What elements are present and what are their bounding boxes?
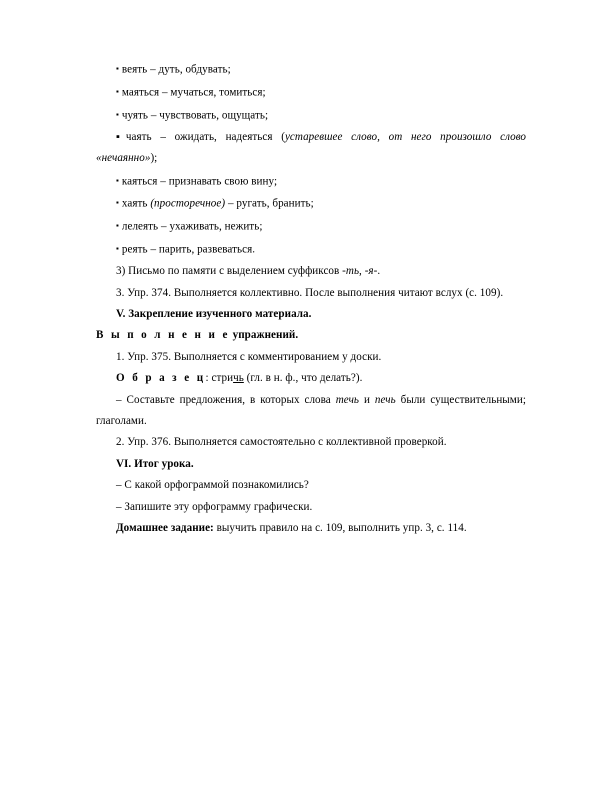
glossary-note-close: ); xyxy=(150,152,158,165)
subheading-rest: упражнений. xyxy=(229,329,299,342)
glossary-item xyxy=(96,81,526,104)
glossary-definition: ожидать, надеяться xyxy=(174,130,273,143)
task-memory-writing xyxy=(96,261,526,282)
exercise-375: 1. Упр. 375. Выполняется с комментированием у доски. xyxy=(116,350,382,363)
glossary-definition: парить, развеваться. xyxy=(158,243,256,256)
section-heading-v: V. Закрепление изученного материала. xyxy=(116,307,312,320)
glossary-definition: признавать свою вину; xyxy=(168,175,278,188)
glossary-dash: – xyxy=(161,220,167,233)
glossary-dash: – xyxy=(161,86,168,99)
compose-conjunction: и xyxy=(359,393,375,406)
glossary-item xyxy=(96,58,526,81)
compose-word-two: печь xyxy=(374,393,396,406)
glossary-item xyxy=(96,238,526,261)
homework-line xyxy=(96,518,526,539)
glossary-word: чуять xyxy=(121,109,149,122)
glossary-item xyxy=(96,192,526,215)
task-memory-prefix: 3) Письмо по памяти с выделением суффиксов xyxy=(116,265,343,278)
sample-word-underlined: чь xyxy=(233,372,244,385)
glossary-word: лелеять xyxy=(121,220,159,233)
homework-text: выучить правило на с. 109, выполнить упр. 3, с. 114. xyxy=(213,522,467,535)
glossary-word: реять xyxy=(121,243,148,256)
glossary-note-open: ( xyxy=(281,130,285,143)
sample-parenthetical: (гл. в н. ф., что делать?). xyxy=(243,372,363,385)
bullet-icon: ▪ xyxy=(116,244,119,254)
glossary-definition: ухаживать, нежить; xyxy=(169,220,263,233)
compose-text-after: были существительными; глаголами. xyxy=(96,393,526,427)
bullet-icon: ▪ xyxy=(116,86,119,96)
glossary-dash: – xyxy=(150,243,157,256)
glossary-word: веять xyxy=(121,63,148,76)
glossary-definition: мучаться, томиться; xyxy=(170,86,266,99)
sample-line xyxy=(96,368,526,389)
glossary-note: устаревшее слово, от него произошло слово «нечаянно» xyxy=(96,130,527,165)
sample-colon: : xyxy=(205,372,212,385)
glossary-definition: дуть, обдувать; xyxy=(158,63,231,76)
glossary-dash: – xyxy=(160,130,166,143)
bullet-icon: ▪ xyxy=(116,64,119,73)
section-heading-vi: VI. Итог урока. xyxy=(116,457,194,470)
glossary-word: чаять xyxy=(125,130,152,143)
task-memory-suffixes: -ть, -я- xyxy=(342,265,378,278)
glossary-definition: ругать, бранить; xyxy=(236,197,314,210)
glossary-item xyxy=(96,170,526,193)
bullet-icon: ▪ xyxy=(116,198,119,208)
bullet-icon: ▪ xyxy=(116,175,119,185)
exercise-376: 2. Упр. 376. Выполняется самостоятельно с коллективной проверкой. xyxy=(116,436,447,449)
document-body xyxy=(96,58,526,539)
exercise-374: 3. Упр. 374. Выполняется коллективно. После выполнения читают вслух (с. 109). xyxy=(116,286,504,299)
task-memory-tail: . xyxy=(377,265,381,278)
glossary-word: маяться xyxy=(121,86,160,99)
glossary-dash: – xyxy=(150,109,157,122)
question-write-graphically: – Запишите эту орфограмму графически. xyxy=(116,500,313,513)
question-orthogram: – С какой орфограммой познакомились? xyxy=(116,479,309,492)
sample-label: О б р а з е ц xyxy=(116,372,206,385)
compose-dash: – xyxy=(116,393,122,406)
glossary-definition: чувствовать, ощущать; xyxy=(159,109,269,122)
glossary-dash: – xyxy=(150,63,156,76)
glossary-word: хаять xyxy=(121,197,148,210)
subheading-spaced-text: В ы п о л н е н и е xyxy=(96,329,230,342)
subheading-exercises xyxy=(96,325,526,346)
glossary-dash: – xyxy=(160,175,166,188)
compose-text-before: Составьте предложения, в которых слова xyxy=(121,393,336,406)
bullet-icon: ▪ xyxy=(116,130,126,143)
glossary-dash: – xyxy=(227,197,234,210)
glossary-word: каяться xyxy=(121,175,158,188)
bullet-icon: ▪ xyxy=(116,109,119,119)
glossary-item xyxy=(96,215,526,238)
glossary-item xyxy=(96,127,526,170)
compose-task xyxy=(96,390,526,433)
glossary-item xyxy=(96,104,526,127)
bullet-icon: ▪ xyxy=(116,221,119,231)
sample-word-stem: стри xyxy=(211,372,234,385)
compose-word-one: течь xyxy=(335,393,360,406)
homework-label: Домашнее задание: xyxy=(116,522,214,535)
glossary-qualifier: (просторечное) xyxy=(150,197,226,210)
